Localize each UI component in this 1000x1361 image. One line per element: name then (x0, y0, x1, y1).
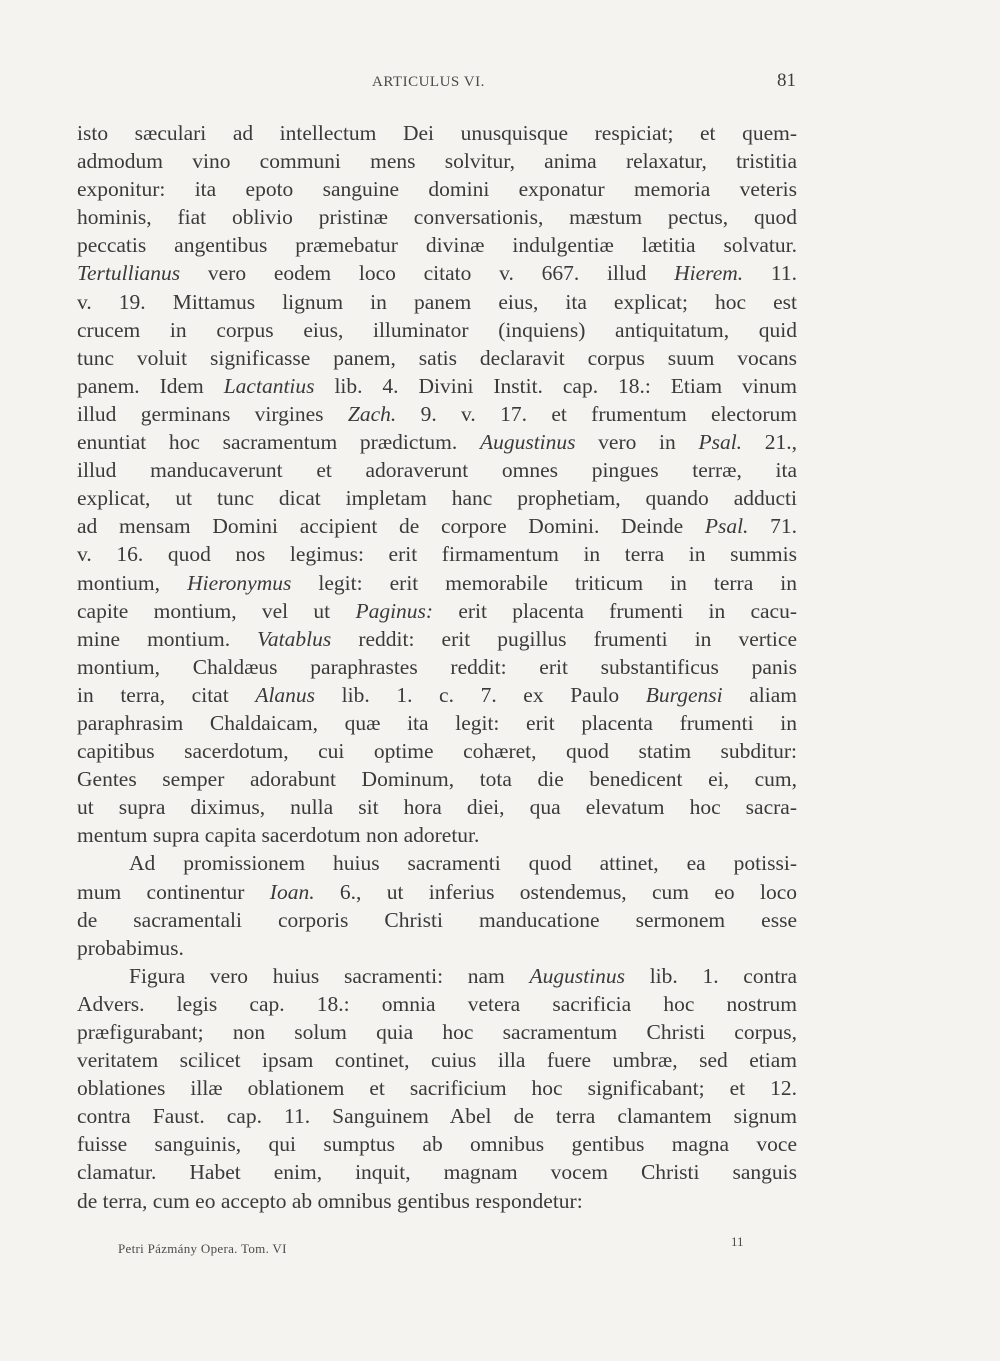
text-segment: clamatur. Habet enim, inquit, magnam vocem Christi sanguis (77, 1160, 797, 1185)
text-line (77, 906, 797, 934)
italic-reference: Hierem. (674, 261, 744, 286)
running-head: ARTICULUS VI. (372, 74, 485, 90)
text-segment: isto sæculari ad intellectum Dei unusquisque respiciat; et quem- (77, 121, 797, 145)
text-line (77, 821, 797, 849)
italic-reference: Augustinus (529, 963, 626, 988)
text-segment: legit: erit memorabile triticum in terra in (291, 570, 797, 595)
italic-reference: Psal. (704, 514, 749, 539)
text-segment: illud germinans virgines (77, 401, 348, 426)
text-segment: Gentes semper adorabunt Dominum, tota die benedicent ei, cum, (77, 767, 797, 792)
text-line (77, 681, 797, 709)
text-line (77, 428, 797, 456)
text-segment: 21., (742, 430, 797, 455)
italic-reference: Lactantius (223, 373, 315, 398)
sheet-number: 11 (731, 1234, 744, 1249)
text-line (77, 1187, 797, 1215)
text-line (77, 793, 797, 821)
text-segment: 11. (743, 261, 798, 286)
text-segment: vero in (575, 430, 699, 455)
text-segment: Ad promissionem huius sacramenti quod attinet, ea potissi- (129, 851, 797, 876)
text-segment: in terra, citat (77, 682, 256, 707)
text-segment: montium, (77, 570, 188, 595)
text-line (77, 484, 797, 512)
text-line (77, 1102, 797, 1130)
text-line (77, 625, 797, 653)
text-segment: illud manducaverunt et adoraverunt omnes pingues terræ, ita (77, 458, 797, 483)
text-segment: reddit: erit pugillus frumenti in vertice (331, 626, 797, 651)
text-segment: 9. v. 17. et frumentum electorum (396, 401, 797, 426)
text-line (77, 316, 797, 344)
text-segment: ut supra diximus, nulla sit hora diei, qua elevatum hoc sacra- (77, 795, 797, 820)
text-segment: peccatis angentibus præmebatur divinæ indulgentiæ lætitia solvatur. (77, 233, 797, 258)
text-segment: mum continentur (77, 879, 270, 904)
text-segment: fuisse sanguinis, qui sumptus ab omnibus gentibus magna voce (77, 1132, 797, 1157)
text-line (77, 231, 797, 259)
text-line (77, 1158, 797, 1186)
text-line (77, 1074, 797, 1102)
italic-reference: Paginus: (355, 598, 434, 623)
text-segment: v. 19. Mittamus lignum in panem eius, ita explicat; hoc est (77, 289, 797, 314)
text-segment: lib. 1. contra (625, 963, 797, 988)
text-segment: Advers. legis cap. 18.: omnia vetera sacrificia hoc nostrum (77, 991, 797, 1016)
text-line (77, 765, 797, 793)
text-line (77, 962, 797, 990)
text-segment: Figura vero huius sacramenti: nam (129, 963, 530, 988)
text-segment: enuntiat hoc sacramentum prædictum. (77, 430, 480, 455)
text-segment: probabimus. (77, 935, 184, 960)
text-segment: mentum supra capita sacerdotum non adoretur. (77, 823, 480, 848)
text-segment: lib. 4. Divini Instit. cap. 18.: Etiam vinum (314, 373, 797, 398)
text-line (77, 569, 797, 597)
text-segment: 6., ut inferius ostendemus, cum eo loco (314, 879, 797, 904)
text-line (77, 119, 797, 147)
text-line (77, 147, 797, 175)
text-line (77, 597, 797, 625)
italic-reference: Burgensi (645, 682, 723, 707)
text-segment: capite montium, vel ut (77, 598, 356, 623)
italic-reference: Alanus (255, 682, 316, 707)
text-line (77, 400, 797, 428)
text-segment: hominis, fiat oblivio pristinæ conversationis, mæstum pectus, quod (77, 205, 797, 230)
text-segment: admodum vino communi mens solvitur, anima relaxatur, tristitia (77, 149, 797, 174)
text-segment: veritatem scilicet ipsam continet, cuius illa fuere umbræ, sed etiam (77, 1048, 797, 1073)
italic-reference: Psal. (698, 430, 743, 455)
text-segment: tunc voluit significasse panem, satis declaravit corpus suum vocans (77, 345, 797, 370)
text-line (77, 737, 797, 765)
text-line (77, 203, 797, 231)
italic-reference: Tertullianus (77, 261, 181, 286)
text-segment: præfigurabant; non solum quia hoc sacramentum Christi corpus, (77, 1020, 797, 1044)
text-segment: exponitur: ita epoto sanguine domini exponatur memoria veteris (77, 177, 797, 202)
footer-signature: Petri Pázmány Opera. Tom. VI (118, 1241, 287, 1256)
text-segment: capitibus sacerdotum, cui optime cohæret, quod statim subditur: (77, 739, 797, 764)
text-line (77, 540, 797, 568)
text-segment: ad mensam Domini accipient de corpore Domini. Deinde (77, 514, 705, 539)
text-line (77, 1130, 797, 1158)
italic-reference: Ioan. (269, 879, 315, 904)
text-segment: 71. (748, 514, 797, 539)
text-line (77, 653, 797, 681)
text-segment: montium, Chaldæus paraphrastes reddit: erit substantificus panis (77, 654, 797, 679)
text-segment: contra Faust. cap. 11. Sanguinem Abel de terra clamantem signum (77, 1104, 797, 1129)
text-line (77, 849, 797, 877)
text-segment: crucem in corpus eius, illuminator (inquiens) antiquitatum, quid (77, 317, 797, 342)
text-line (77, 1018, 797, 1046)
italic-reference: Hieronymus (187, 570, 292, 595)
italic-reference: Zach. (347, 401, 397, 426)
body-text (77, 119, 797, 1215)
text-line (77, 709, 797, 737)
text-line (77, 1046, 797, 1074)
italic-reference: Augustinus (479, 430, 576, 455)
text-line (77, 288, 797, 316)
text-segment: mine montium. (77, 626, 258, 651)
text-line (77, 175, 797, 203)
text-line (77, 934, 797, 962)
text-line (77, 259, 797, 287)
text-segment: v. 16. quod nos legimus: erit firmamentum in terra in summis (77, 542, 797, 567)
text-segment: aliam (722, 682, 798, 707)
text-segment: panem. Idem (77, 373, 224, 398)
text-line (77, 512, 797, 540)
text-line (77, 990, 797, 1018)
text-segment: de sacramentali corporis Christi manducatione sermonem esse (77, 907, 797, 932)
text-segment: paraphrasim Chaldaicam, quæ ita legit: erit placenta frumenti in (77, 710, 797, 735)
text-segment: de terra, cum eo accepto ab omnibus gentibus respondetur: (77, 1188, 583, 1213)
page-number: 81 (777, 70, 796, 91)
text-segment: oblationes illæ oblationem et sacrificium hoc significabant; et 12. (77, 1076, 797, 1101)
text-line (77, 456, 797, 484)
text-line (77, 878, 797, 906)
text-segment: explicat, ut tunc dicat impletam hanc prophetiam, quando adducti (77, 486, 797, 511)
italic-reference: Vatablus (257, 626, 332, 651)
text-segment: vero eodem loco citato v. 667. illud (180, 261, 675, 286)
text-segment: erit placenta frumenti in cacu- (433, 598, 798, 623)
text-segment: lib. 1. c. 7. ex Paulo (315, 682, 646, 707)
text-line (77, 372, 797, 400)
text-line (77, 344, 797, 372)
